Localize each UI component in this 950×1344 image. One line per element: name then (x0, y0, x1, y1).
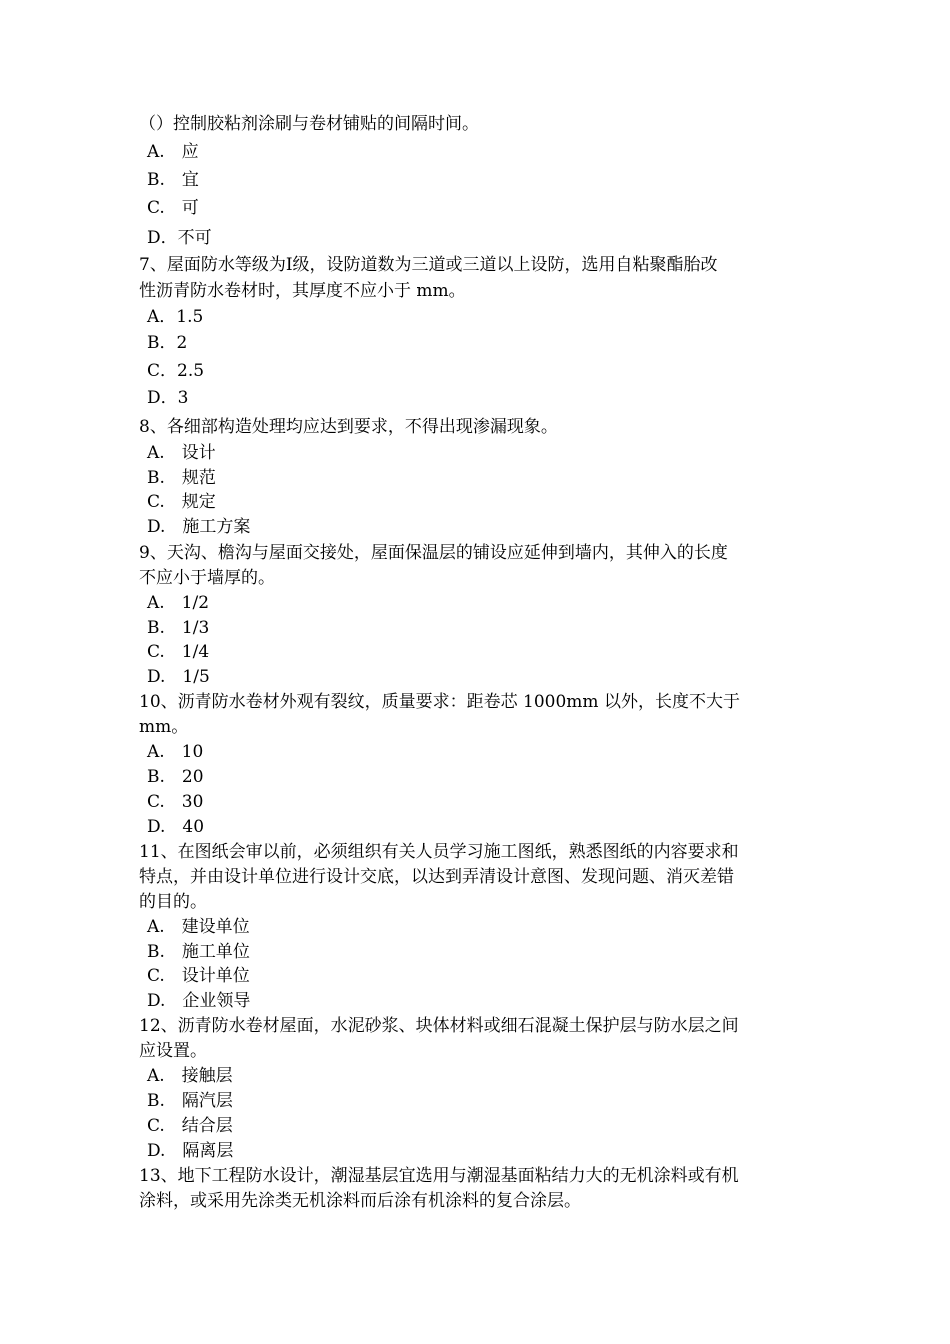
question-text: 10、沥青防水卷材外观有裂纹，质量要求：距卷芯 1000mm 以外，长度不大于 (139, 692, 740, 712)
answer-option: A．1.5 (147, 307, 204, 327)
answer-option: B. 规范 (147, 468, 216, 488)
answer-option: C. 可 (147, 198, 199, 218)
answer-option: D. 1/5 (147, 667, 210, 687)
answer-option: C．2.5 (147, 361, 205, 381)
answer-option: B. 1/3 (147, 618, 210, 638)
question-text: 应设置。 (139, 1041, 207, 1061)
question-text: 9、天沟、檐沟与屋面交接处，屋面保温层的铺设应延伸到墙内，其伸入的长度 (139, 543, 728, 563)
answer-option: B. 隔汽层 (147, 1091, 233, 1111)
question-text: 涂料，或采用先涂类无机涂料而后涂有机涂料的复合涂层。 (139, 1191, 581, 1211)
answer-option: A. 设计 (147, 443, 216, 463)
answer-option: D. 施工方案 (147, 517, 251, 537)
question-text: mm。 (139, 717, 189, 737)
answer-option: A. 接触层 (147, 1066, 233, 1086)
answer-option: B. 施工单位 (147, 942, 250, 962)
answer-option: D. 40 (147, 817, 205, 837)
answer-option: D. 企业领导 (147, 991, 251, 1011)
answer-option: C. 规定 (147, 492, 216, 512)
answer-option: A. 应 (147, 142, 199, 162)
question-text: 8、各细部构造处理均应达到要求，不得出现渗漏现象。 (139, 417, 558, 437)
answer-option: A. 建设单位 (147, 917, 250, 937)
question-text: 的目的。 (139, 892, 207, 912)
question-text: 11、在图纸会审以前，必须组织有关人员学习施工图纸，熟悉图纸的内容要求和 (139, 842, 739, 862)
answer-option: C. 结合层 (147, 1116, 233, 1136)
answer-option: C. 1/4 (147, 642, 210, 662)
answer-option: D. 隔离层 (147, 1141, 234, 1161)
question-text: 7、屋面防水等级为Ⅰ级，设防道数为三道或三道以上设防，选用自粘聚酯胎改 (139, 255, 718, 275)
answer-option: C. 30 (147, 792, 204, 812)
answer-option: A. 10 (147, 742, 204, 762)
question-text: 13、地下工程防水设计，潮湿基层宜选用与潮湿基面粘结力大的无机涂料或有机 (139, 1166, 739, 1186)
answer-option: D．3 (147, 388, 189, 408)
question-text: 12、沥青防水卷材屋面，水泥砂浆、块体材料或细石混凝土保护层与防水层之间 (139, 1016, 739, 1036)
question-text: 特点，并由设计单位进行设计交底，以达到弄清设计意图、发现问题、消灭差错 (139, 867, 734, 887)
answer-option: A. 1/2 (147, 593, 210, 613)
question-text: 不应小于墙厚的。 (139, 568, 275, 588)
answer-option: D．不可 (147, 228, 212, 248)
answer-option: C. 设计单位 (147, 966, 250, 986)
question-text: 性沥青防水卷材时，其厚度不应小于 mm。 (139, 281, 466, 301)
question-text: （）控制胶粘剂涂刷与卷材铺贴的间隔时间。 (139, 114, 479, 134)
answer-option: B. 宜 (147, 170, 199, 190)
answer-option: B. 20 (147, 767, 204, 787)
answer-option: B．2 (147, 333, 188, 353)
